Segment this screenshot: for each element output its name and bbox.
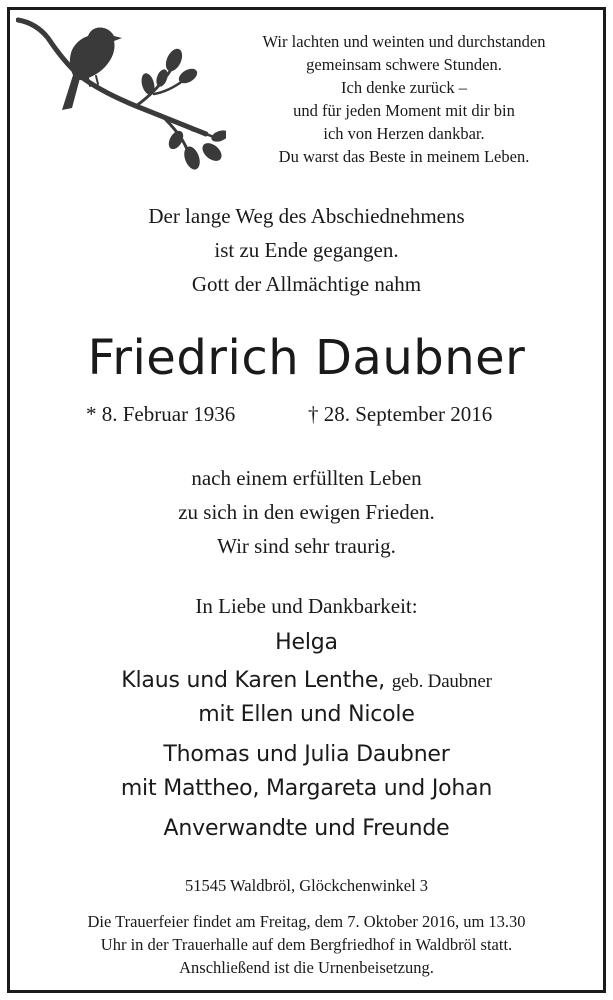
poem-line: Wir lachten und weinten und durchstanden bbox=[262, 32, 546, 51]
ceremony-line: Die Trauerfeier findet am Freitag, dem 7. Oktober 2016, um 13.30 bbox=[87, 912, 526, 931]
death-date: † 28. September 2016 bbox=[308, 402, 493, 426]
poem-line: gemeinsam schwere Stunden. bbox=[306, 55, 502, 74]
family-heading: In Liebe und Dankbarkeit: bbox=[195, 594, 418, 618]
poem-line: ich von Herzen dankbar. bbox=[323, 124, 485, 143]
bird-on-branch-icon bbox=[16, 14, 226, 170]
intro-line: Gott der Allmächtige nahm bbox=[191, 272, 422, 296]
family-member: Anverwandte und Freunde bbox=[163, 816, 450, 841]
family-member: Klaus und Karen Lenthe, bbox=[121, 668, 385, 693]
closing-line: nach einem erfüllten Leben bbox=[191, 466, 422, 490]
ceremony-line: Anschließend ist die Urnenbeisetzung. bbox=[179, 958, 434, 977]
family-member: mit Mattheo, Margareta und Johan bbox=[120, 776, 493, 801]
poem-line: Ich denke zurück – bbox=[341, 78, 467, 97]
intro-line: ist zu Ende gegangen. bbox=[214, 238, 399, 262]
ceremony-line: Uhr in der Trauerhalle auf dem Bergfriedhof in Waldbröl statt. bbox=[100, 935, 513, 954]
family-member: Helga bbox=[275, 630, 338, 655]
poem-line: und für jeden Moment mit dir bin bbox=[293, 101, 515, 120]
birth-date: * 8. Februar 1936 bbox=[86, 402, 236, 426]
deceased-name: Friedrich Daubner bbox=[87, 330, 526, 386]
family-member: Thomas und Julia Daubner bbox=[163, 742, 450, 767]
address: 51545 Waldbröl, Glöckchenwinkel 3 bbox=[184, 876, 429, 895]
closing-line: Wir sind sehr traurig. bbox=[217, 534, 396, 558]
closing-line: zu sich in den ewigen Frieden. bbox=[178, 500, 435, 524]
family-member-row bbox=[0, 670, 613, 692]
poem-line: Du warst das Beste in meinem Leben. bbox=[278, 147, 530, 166]
maiden-name-note: geb. Daubner bbox=[391, 671, 492, 692]
intro-line: Der lange Weg des Abschiednehmens bbox=[148, 204, 465, 228]
family-member: mit Ellen und Nicole bbox=[198, 702, 415, 727]
